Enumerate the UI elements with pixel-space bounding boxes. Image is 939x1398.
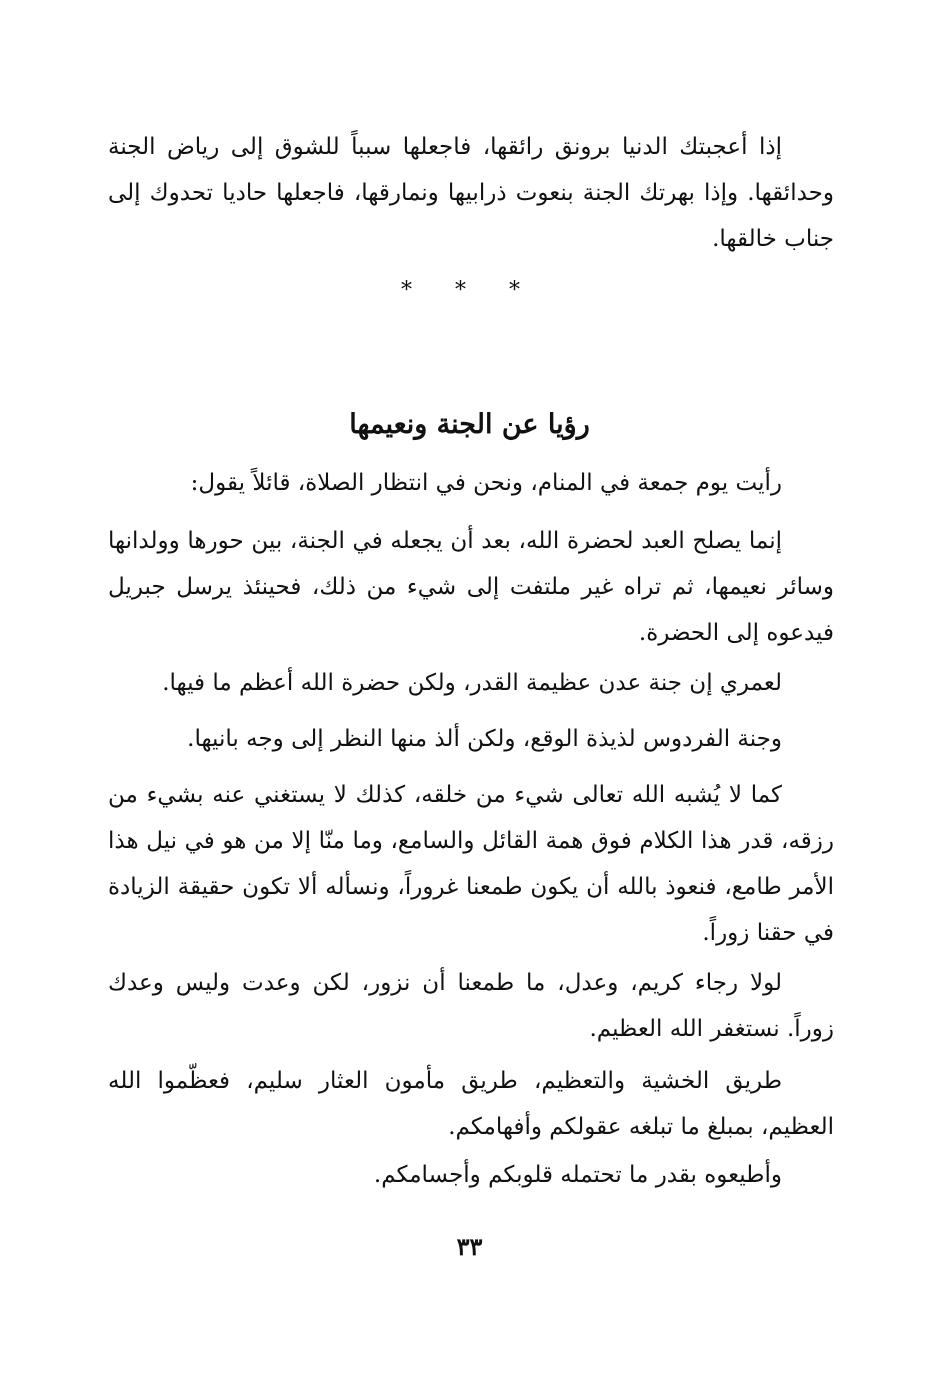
paragraph-firdaws: وجنة الفردوس لذيذة الوقع، ولكن ألذ منها النظر إلى وجه بانيها.	[187, 726, 782, 752]
page-number: ٣٣	[456, 1232, 483, 1261]
paragraph-dream-intro: رأيت يوم جمعة في المنام، ونحن في انتظار الصلاة، قائلاً يقول:	[190, 470, 782, 496]
paragraph-hope: لولا رجاء كريم، وعدل، ما طمعنا أن نزور، لكن وعدت وليس وعدك زوراً. نستغفر الله العظيم.	[108, 970, 834, 1042]
paragraph-divine-presence: إنما يصلح العبد لحضرة الله، بعد أن يجعله في الجنة، بين حورها وولدانها وسائر نعيمها، ثم تراه غير ملتفت إلى شيء من ذلك، فحينئذ يرسل جبريل فيدعوه إلى الحضرة.	[108, 528, 834, 646]
section-title: رؤيا عن الجنة ونعيمها	[349, 409, 590, 440]
section-separator: * * *	[401, 278, 538, 303]
paragraph-intro: إذا أعجبتك الدنيا برونق رائقها، فاجعلها سبباً للشوق إلى رياض الجنة وحدائقها. وإذا بهرتك الجنة بنعوت ذرابيها ونمارقها، فاجعلها حاديا تحدوك إلى جناب خالقها.	[108, 134, 834, 252]
paragraph-reverence: طريق الخشية والتعظيم، طريق مأمون العثار سليم، فعظّموا الله العظيم، بمبلغ ما تبلغه عقولكم وأفهامكم.	[108, 1068, 834, 1140]
paragraph-jannat-adn: لعمري إن جنة عدن عظيمة القدر، ولكن حضرة الله أعظم ما فيها.	[162, 670, 782, 696]
paragraph-obedience: وأطيعوه بقدر ما تحتمله قلوبكم وأجسامكم.	[373, 1162, 782, 1188]
paragraph-no-likeness: كما لا يُشبه الله تعالى شيء من خلقه، كذلك لا يستغني عنه بشيء من رزقه، قدر هذا الكلام فوق همة القائل والسامع، وما منّا إلا من هو في نيل هذا الأمر طامع، فنعوذ بالله أن يكون طمعنا غروراً، ونسأله ألا تكون حقيقة الزيادة في حقنا زوراً.	[108, 782, 834, 946]
